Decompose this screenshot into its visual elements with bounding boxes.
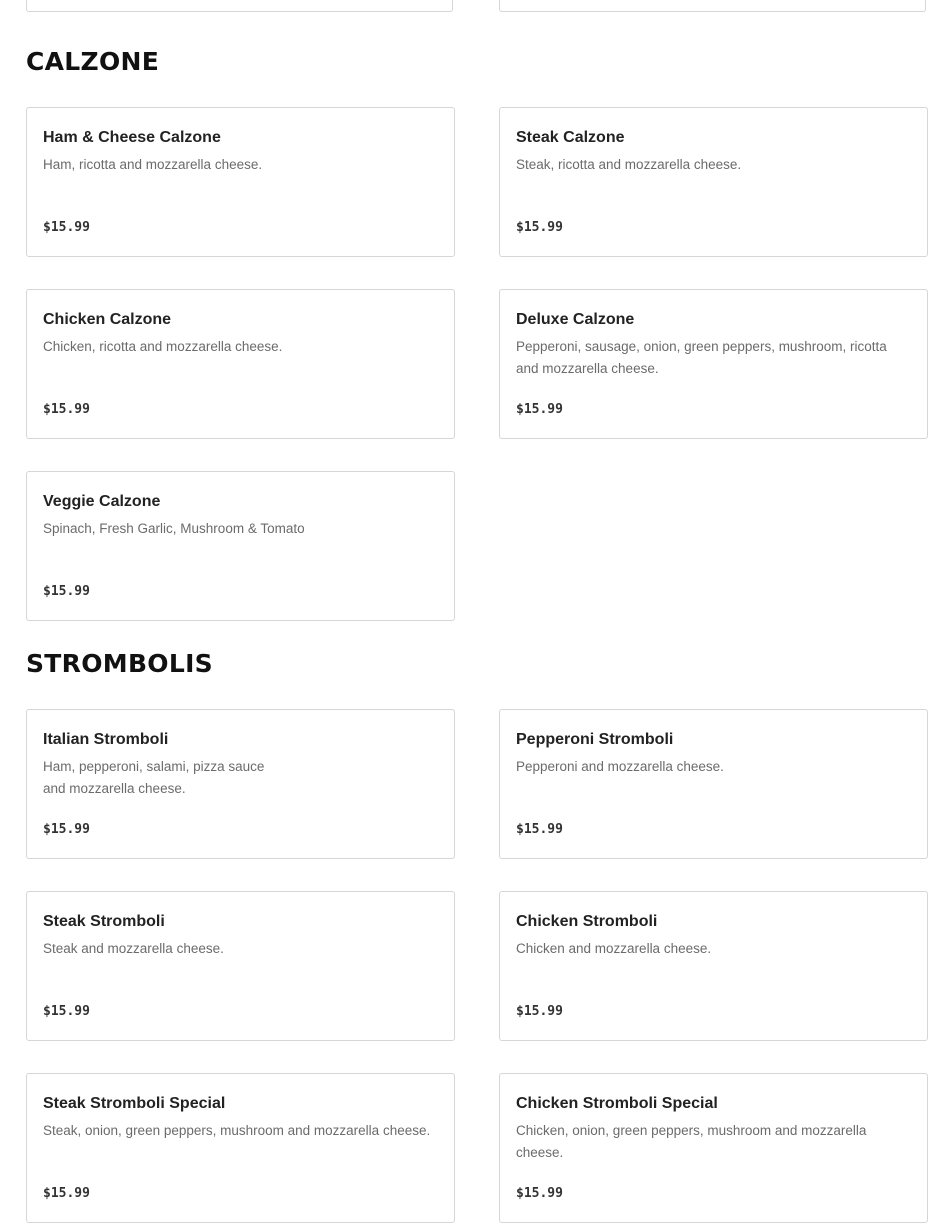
menu-item-card[interactable] xyxy=(499,1073,928,1223)
menu-item-price: $15.99 xyxy=(516,402,563,417)
menu-item-card[interactable] xyxy=(26,1073,455,1223)
menu-item-description: Pepperoni and mozzarella cheese. xyxy=(516,759,724,774)
menu-item-description: Pepperoni, sausage, onion, green peppers, mushroom, ricotta and mozzarella cheese. xyxy=(516,339,887,376)
menu-item-name: Chicken Stromboli xyxy=(516,913,658,930)
menu-item-name: Italian Stromboli xyxy=(43,731,169,748)
section-title: CALZONE xyxy=(26,47,160,76)
menu-item-description: Steak, onion, green peppers, mushroom and mozzarella cheese. xyxy=(43,1123,431,1138)
menu-item-description: Ham, ricotta and mozzarella cheese. xyxy=(43,157,263,172)
section-title: STROMBOLIS xyxy=(26,649,213,678)
menu-item-name: Steak Calzone xyxy=(516,129,625,146)
previous-menu-item-card[interactable] xyxy=(26,0,453,12)
menu-item-price: $15.99 xyxy=(516,1186,563,1201)
menu-item-price: $15.99 xyxy=(516,220,563,235)
menu-item-description: Chicken and mozzarella cheese. xyxy=(516,941,712,956)
menu-item-price: $15.99 xyxy=(43,1186,90,1201)
menu-item-name: Ham & Cheese Calzone xyxy=(43,129,221,146)
menu-item-card[interactable] xyxy=(26,289,455,439)
menu-item-card[interactable] xyxy=(26,107,455,257)
menu-item-price: $15.99 xyxy=(43,1004,90,1019)
menu-item-description: Chicken, onion, green peppers, mushroom and mozzarella cheese. xyxy=(516,1123,867,1160)
menu-item-name: Deluxe Calzone xyxy=(516,311,635,328)
menu-item-card[interactable] xyxy=(499,709,928,859)
menu-item-grid xyxy=(26,107,928,621)
menu-item-description: Chicken, ricotta and mozzarella cheese. xyxy=(43,339,283,354)
menu-item-grid xyxy=(26,709,928,1223)
menu-item-name: Chicken Stromboli Special xyxy=(516,1095,718,1112)
menu-item-name: Steak Stromboli xyxy=(43,913,165,930)
menu-item-price: $15.99 xyxy=(43,822,90,837)
menu-item-card[interactable] xyxy=(26,471,455,621)
menu-item-description: Steak, ricotta and mozzarella cheese. xyxy=(516,157,742,172)
menu-item-card[interactable] xyxy=(499,289,928,439)
menu-item-price: $15.99 xyxy=(43,402,90,417)
menu-item-price: $15.99 xyxy=(516,822,563,837)
menu-item-name: Chicken Calzone xyxy=(43,311,172,328)
menu-item-description: Ham, pepperoni, salami, pizza sauce and mozzarella cheese. xyxy=(43,759,265,796)
menu-section-calzone xyxy=(26,47,928,621)
menu-item-price: $15.99 xyxy=(516,1004,563,1019)
menu-item-name: Veggie Calzone xyxy=(43,493,161,510)
menu-item-name: Steak Stromboli Special xyxy=(43,1095,226,1112)
menu-item-card[interactable] xyxy=(499,107,928,257)
menu-item-card[interactable] xyxy=(499,891,928,1041)
menu-item-price: $15.99 xyxy=(43,220,90,235)
menu-item-description: Spinach, Fresh Garlic, Mushroom & Tomato xyxy=(43,521,305,536)
menu-item-price: $15.99 xyxy=(43,584,90,599)
menu-item-description: Steak and mozzarella cheese. xyxy=(43,941,224,956)
menu-section-strombolis xyxy=(26,649,928,1223)
previous-menu-item-card[interactable] xyxy=(499,0,926,12)
menu-item-card[interactable] xyxy=(26,709,455,859)
menu-item-name: Pepperoni Stromboli xyxy=(516,731,674,748)
menu-item-card[interactable] xyxy=(26,891,455,1041)
